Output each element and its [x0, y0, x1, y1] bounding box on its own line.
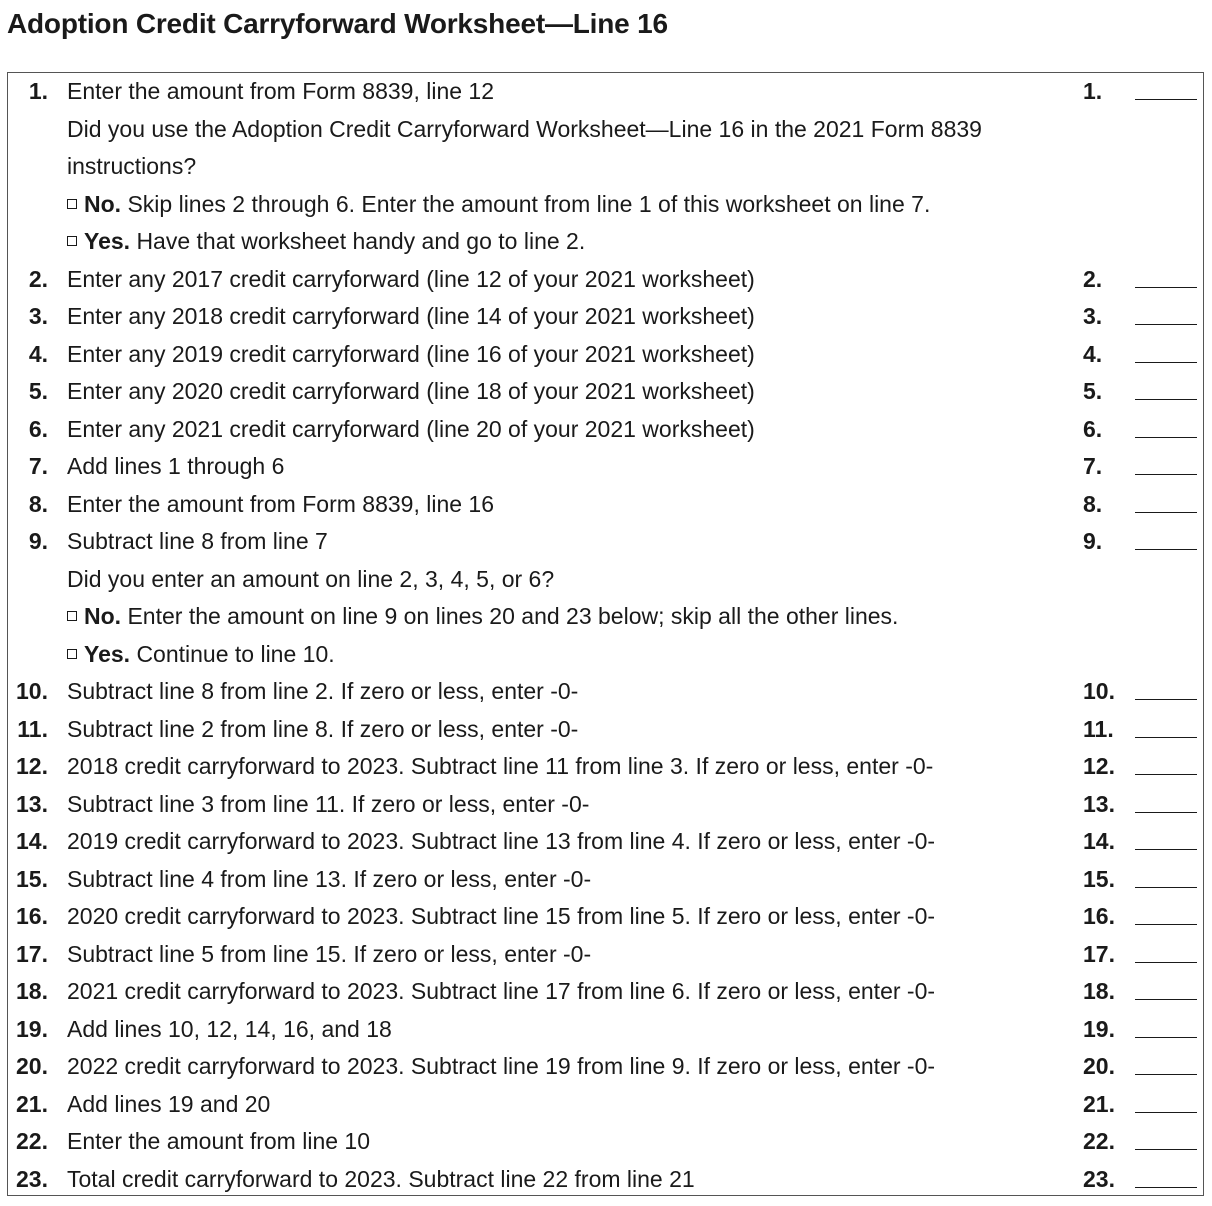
amount-entry-blank[interactable] — [1135, 474, 1197, 475]
amount-entry-blank[interactable] — [1135, 737, 1197, 738]
worksheet-line-5 — [8, 373, 1203, 411]
line-number: 23. — [16, 1165, 48, 1192]
line-ref-number: 2. — [1083, 265, 1103, 292]
worksheet-line-23 — [8, 1161, 1203, 1199]
line-description: Enter the amount from Form 8839, line 12 — [67, 78, 494, 104]
line-number: 10. — [16, 678, 48, 704]
amount-entry-blank[interactable] — [1135, 999, 1197, 1000]
question-1-line-1 — [8, 111, 1203, 149]
amount-entry-blank[interactable] — [1135, 774, 1197, 775]
line-description: Subtract line 8 from line 7 — [67, 528, 328, 554]
question-text: Did you enter an amount on line 2, 3, 4, 5, or 6? — [67, 565, 555, 592]
worksheet-line-20 — [8, 1048, 1203, 1086]
yes-checkbox[interactable] — [67, 236, 77, 246]
line-ref-number: 7. — [1083, 453, 1103, 479]
line-ref-number: 9. — [1083, 528, 1103, 554]
line-description: Enter any 2019 credit carryforward (line 16 of your 2021 worksheet) — [67, 340, 755, 367]
option-yes — [67, 223, 585, 261]
line-number: 16. — [16, 903, 48, 929]
amount-entry-blank[interactable] — [1135, 924, 1197, 925]
line-number: 6. — [28, 415, 48, 442]
no-label: No. — [84, 603, 122, 629]
line-ref-number: 20. — [1083, 1053, 1115, 1079]
amount-entry-blank[interactable] — [1135, 1037, 1197, 1038]
line-description: Enter the amount from Form 8839, line 16 — [67, 490, 494, 517]
line-number: 7. — [28, 453, 48, 479]
yes-checkbox[interactable] — [67, 649, 77, 659]
line-ref-number: 11. — [1083, 715, 1114, 742]
question-1-line-2 — [8, 148, 1203, 186]
line-description: 2021 credit carryforward to 2023. Subtract line 17 from line 6. If zero or less, enter -0- — [67, 978, 936, 1004]
line-number: 2. — [28, 265, 48, 292]
amount-entry-blank[interactable] — [1135, 399, 1197, 400]
line-number: 14. — [16, 828, 48, 854]
line-number: 19. — [16, 1015, 48, 1042]
amount-entry-blank[interactable] — [1135, 512, 1197, 513]
question-2-yes-option — [8, 636, 1203, 674]
line-description: Enter any 2020 credit carryforward (line 18 of your 2021 worksheet) — [67, 378, 755, 404]
no-checkbox[interactable] — [67, 199, 77, 209]
no-label: No. — [84, 190, 122, 217]
line-ref-number: 14. — [1083, 828, 1115, 854]
worksheet-line-4 — [8, 336, 1203, 374]
line-ref-number: 4. — [1083, 340, 1103, 367]
amount-entry-blank[interactable] — [1135, 812, 1197, 813]
line-ref-number: 19. — [1083, 1015, 1115, 1042]
line-description: Subtract line 5 from line 15. If zero or less, enter -0- — [67, 940, 592, 967]
line-description: Subtract line 8 from line 2. If zero or less, enter -0- — [67, 678, 579, 704]
line-ref-number: 12. — [1083, 753, 1115, 779]
line-description: Subtract line 4 from line 13. If zero or less, enter -0- — [67, 865, 592, 892]
line-number: 5. — [28, 378, 48, 404]
line-description: Add lines 1 through 6 — [67, 453, 285, 479]
line-number: 9. — [28, 528, 48, 554]
no-checkbox[interactable] — [67, 611, 77, 621]
worksheet-line-8 — [8, 486, 1203, 524]
line-description: Total credit carryforward to 2023. Subtract line 22 from line 21 — [67, 1165, 695, 1192]
line-number: 20. — [16, 1053, 48, 1079]
worksheet-line-16 — [8, 898, 1203, 936]
question-text: instructions? — [67, 153, 197, 179]
line-description: 2018 credit carryforward to 2023. Subtract line 11 from line 3. If zero or less, enter -0- — [67, 753, 934, 779]
line-number: 11. — [17, 715, 48, 742]
worksheet-line-22 — [8, 1123, 1203, 1161]
worksheet-line-11 — [8, 711, 1203, 749]
amount-entry-blank[interactable] — [1135, 1112, 1197, 1113]
no-instruction: Enter the amount on line 9 on lines 20 and 23 below; skip all the other lines. — [127, 603, 899, 629]
line-description: Enter any 2017 credit carryforward (line 12 of your 2021 worksheet) — [67, 265, 755, 292]
question-2-line-1 — [8, 561, 1203, 599]
question-1-yes-option — [8, 223, 1203, 261]
line-ref-number: 18. — [1083, 978, 1115, 1004]
worksheet-title: Adoption Credit Carryforward Worksheet—Line 16 — [7, 8, 668, 39]
yes-label: Yes. — [84, 640, 131, 667]
worksheet-line-19 — [8, 1011, 1203, 1049]
line-ref-number: 3. — [1083, 303, 1103, 329]
worksheet-table — [7, 72, 1204, 1196]
amount-entry-blank[interactable] — [1135, 1187, 1197, 1188]
line-description: Add lines 10, 12, 14, 16, and 18 — [67, 1015, 392, 1042]
worksheet-line-14 — [8, 823, 1203, 861]
amount-entry-blank[interactable] — [1135, 437, 1197, 438]
line-description: 2020 credit carryforward to 2023. Subtract line 15 from line 5. If zero or less, enter -0- — [67, 903, 936, 929]
worksheet-line-1 — [8, 73, 1203, 111]
line-ref-number: 21. — [1083, 1090, 1115, 1117]
amount-entry-blank[interactable] — [1135, 287, 1197, 288]
amount-entry-blank[interactable] — [1135, 1074, 1197, 1075]
question-1-no-option — [8, 186, 1203, 224]
worksheet-line-9 — [8, 523, 1203, 561]
amount-entry-blank[interactable] — [1135, 849, 1197, 850]
yes-instruction: Continue to line 10. — [136, 640, 335, 667]
line-ref-number: 23. — [1083, 1165, 1115, 1192]
line-number: 18. — [16, 978, 48, 1004]
line-number: 17. — [16, 940, 48, 967]
line-description: Subtract line 2 from line 8. If zero or less, enter -0- — [67, 715, 579, 742]
line-ref-number: 16. — [1083, 903, 1115, 929]
line-ref-number: 13. — [1083, 790, 1115, 817]
option-no — [67, 598, 898, 636]
worksheet-line-7 — [8, 448, 1203, 486]
line-ref-number: 6. — [1083, 415, 1103, 442]
amount-entry-blank[interactable] — [1135, 549, 1197, 550]
line-number: 12. — [16, 753, 48, 779]
line-description: 2019 credit carryforward to 2023. Subtract line 13 from line 4. If zero or less, enter -0- — [67, 828, 936, 854]
line-description: 2022 credit carryforward to 2023. Subtract line 19 from line 9. If zero or less, enter -0- — [67, 1053, 936, 1079]
worksheet-line-18 — [8, 973, 1203, 1011]
line-description: Enter any 2018 credit carryforward (line 14 of your 2021 worksheet) — [67, 303, 755, 329]
amount-entry-blank[interactable] — [1135, 324, 1197, 325]
option-no — [67, 186, 930, 224]
question-2-no-option — [8, 598, 1203, 636]
line-ref-number: 8. — [1083, 490, 1103, 517]
line-ref-number: 17. — [1083, 940, 1115, 967]
option-yes — [67, 636, 335, 674]
line-number: 8. — [28, 490, 48, 517]
line-ref-number: 15. — [1083, 865, 1115, 892]
line-ref-number: 22. — [1083, 1128, 1115, 1154]
worksheet-line-17 — [8, 936, 1203, 974]
line-number: 22. — [16, 1128, 48, 1154]
amount-entry-blank[interactable] — [1135, 962, 1197, 963]
amount-entry-blank[interactable] — [1135, 99, 1197, 100]
line-description: Add lines 19 and 20 — [67, 1090, 271, 1117]
line-number: 3. — [28, 303, 48, 329]
line-number: 13. — [16, 790, 48, 817]
worksheet-line-2 — [8, 261, 1203, 299]
yes-label: Yes. — [84, 228, 131, 254]
yes-instruction: Have that worksheet handy and go to line 2. — [136, 228, 586, 254]
line-description: Subtract line 3 from line 11. If zero or less, enter -0- — [67, 790, 590, 817]
amount-entry-blank[interactable] — [1135, 1149, 1197, 1150]
worksheet-line-6 — [8, 411, 1203, 449]
amount-entry-blank[interactable] — [1135, 362, 1197, 363]
line-number: 1. — [28, 78, 48, 104]
amount-entry-blank[interactable] — [1135, 887, 1197, 888]
line-description: Enter any 2021 credit carryforward (line 20 of your 2021 worksheet) — [67, 415, 755, 442]
line-description: Enter the amount from line 10 — [67, 1128, 370, 1154]
worksheet-line-13 — [8, 786, 1203, 824]
worksheet-line-10 — [8, 673, 1203, 711]
line-number: 15. — [16, 865, 48, 892]
line-number: 4. — [28, 340, 48, 367]
line-ref-number: 1. — [1083, 78, 1103, 104]
worksheet-line-3 — [8, 298, 1203, 336]
amount-entry-blank[interactable] — [1135, 699, 1197, 700]
line-number: 21. — [16, 1090, 48, 1117]
worksheet-line-12 — [8, 748, 1203, 786]
worksheet-line-21 — [8, 1086, 1203, 1124]
question-text: Did you use the Adoption Credit Carryforward Worksheet—Line 16 in the 2021 Form 8839 — [67, 115, 982, 142]
line-ref-number: 5. — [1083, 378, 1103, 404]
worksheet-line-15 — [8, 861, 1203, 899]
line-ref-number: 10. — [1083, 678, 1115, 704]
no-instruction: Skip lines 2 through 6. Enter the amount from line 1 of this worksheet on line 7. — [127, 190, 931, 217]
